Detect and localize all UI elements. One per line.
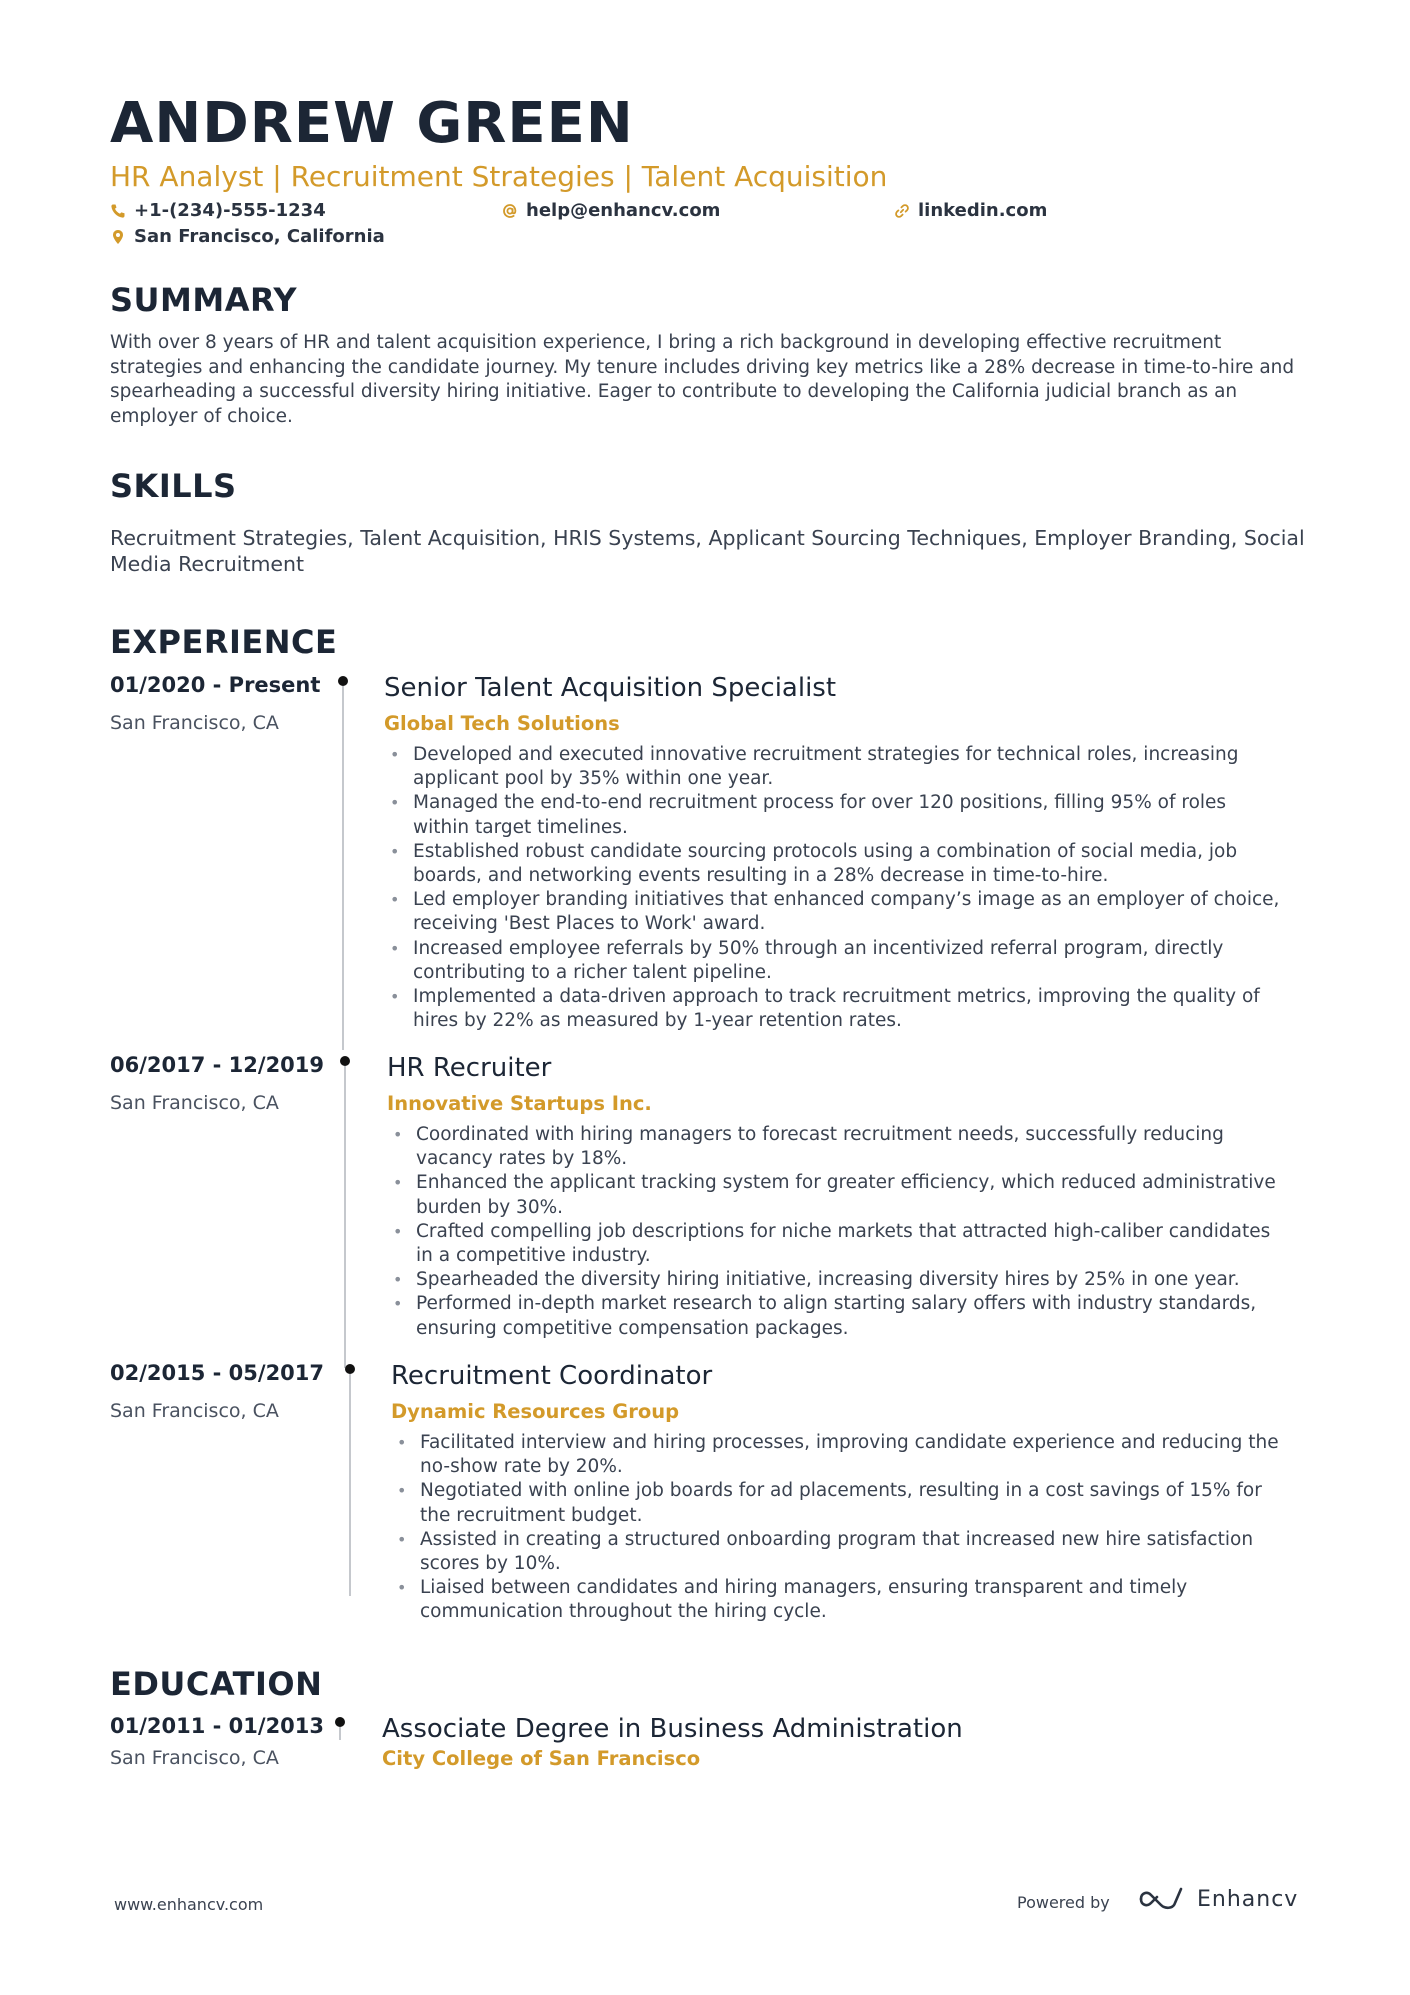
job-company: Dynamic Resources Group — [391, 1400, 680, 1423]
summary-heading: SUMMARY — [110, 281, 298, 319]
footer-brand-name: Enhancv — [1197, 1886, 1299, 1912]
job-bullet: • Coordinated with hiring managers to forecast recruitment needs, successfully reducing vacancy rates by 18%. — [393, 1124, 1224, 1170]
at-sign-icon — [502, 203, 518, 219]
job-date: 06/2017 - 12/2019 — [110, 1053, 325, 1077]
education-date: 01/2011 - 01/2013 — [110, 1714, 325, 1738]
link-icon — [894, 203, 910, 219]
job-location: San Francisco, CA — [110, 712, 279, 734]
job-bullet: • Managed the end-to-end recruitment process for over 120 positions, filling 95% of roles within target timelines. — [390, 792, 1227, 838]
job-date: 01/2020 - Present — [110, 673, 321, 697]
linkedin-text: linkedin.com — [918, 200, 1048, 221]
phone-icon — [110, 203, 126, 219]
job-bullet: • Spearheaded the diversity hiring initiative, increasing diversity hires by 25% in one year. — [393, 1269, 1240, 1291]
location-text: San Francisco, California — [134, 226, 385, 247]
job-bullets — [384, 743, 1284, 1033]
contact-phone[interactable] — [110, 200, 326, 221]
job-bullet: • Assisted in creating a structured onboarding program that increased new hire satisfaction scores by 10%. — [397, 1528, 1254, 1575]
job-location: San Francisco, CA — [110, 1092, 279, 1114]
job-bullet: • Developed and executed innovative recruitment strategies for technical roles, increasing applicant pool by 35% within one year. — [390, 744, 1239, 790]
contact-linkedin[interactable] — [894, 200, 1047, 221]
degree-title: Associate Degree in Business Administration — [382, 1714, 963, 1744]
job-bullet: • Enhanced the applicant tracking system for greater efficiency, which reduced administrative burden by 30%. — [393, 1172, 1276, 1218]
timeline-line — [344, 1066, 346, 1368]
job-bullets — [387, 1123, 1287, 1341]
timeline-line — [342, 686, 344, 1050]
education-location: San Francisco, CA — [110, 1747, 279, 1769]
timeline-dot — [335, 1717, 345, 1727]
timeline-line — [349, 1374, 351, 1596]
timeline-dot — [340, 1056, 350, 1066]
job-bullet: • Established robust candidate sourcing protocols using a combination of social media, job boards, and networking events resulting in a 28% decrease in time-to-hire. — [390, 840, 1238, 887]
school-name: City College of San Francisco — [382, 1747, 701, 1770]
education-heading: EDUCATION — [110, 1665, 323, 1703]
job-title: HR Recruiter — [387, 1053, 552, 1083]
enhancv-logo-icon — [1137, 1885, 1185, 1913]
job-bullet: • Facilitated interview and hiring processes, improving candidate experience and reducing the no-show rate by 20%. — [397, 1432, 1279, 1478]
summary-text: With over 8 years of HR and talent acquisition experience, I bring a rich background in developing effective recruitment strategies and enhancing the candidate journey. My tenure includes driving key metrics like a 28% decrease in time-to-hire and spearheading a successful diversity hiring initiative. Eager to contribute to developing the California judicial branch as an employer of choice. — [110, 332, 1295, 427]
job-company: Innovative Startups Inc. — [387, 1092, 652, 1115]
candidate-headline: HR Analyst | Recruitment Strategies | Talent Acquisition — [110, 160, 888, 193]
job-bullets — [391, 1431, 1291, 1625]
footer-brand-logo[interactable] — [1137, 1885, 1298, 1913]
job-bullet: • Liaised between candidates and hiring managers, ensuring transparent and timely communication throughout the hiring cycle. — [397, 1577, 1188, 1623]
contact-email[interactable] — [502, 200, 720, 221]
timeline-line — [339, 1727, 341, 1740]
job-location: San Francisco, CA — [110, 1400, 279, 1422]
phone-text: +1-(234)-555-1234 — [134, 200, 326, 221]
job-date: 02/2015 - 05/2017 — [110, 1361, 325, 1385]
location-pin-icon — [110, 229, 126, 245]
email-text: help@enhancv.com — [526, 200, 721, 221]
job-bullet: • Negotiated with online job boards for ad placements, resulting in a cost savings of 15% for the recruitment budget. — [397, 1480, 1262, 1526]
candidate-name: ANDREW GREEN — [110, 91, 634, 156]
timeline-dot — [338, 676, 348, 686]
job-bullet: • Crafted compelling job descriptions for niche markets that attracted high-caliber candidates in a competitive industry. — [393, 1220, 1271, 1267]
job-bullet: • Performed in-depth market research to align starting salary offers with industry standards, ensuring competitive compensation packages. — [393, 1293, 1257, 1339]
job-company: Global Tech Solutions — [384, 712, 620, 735]
job-bullet: • Led employer branding initiatives that enhanced company’s image as an employer of choice, receiving 'Best Places to Work' award. — [390, 889, 1280, 935]
job-bullet: • Implemented a data-driven approach to track recruitment metrics, improving the quality of hires by 22% as measured by 1-year retention rates. — [390, 986, 1260, 1032]
job-bullet: • Increased employee referrals by 50% through an incentivized referral program, directly contributing to a richer talent pipeline. — [390, 937, 1224, 983]
footer-powered-by: Powered by — [1017, 1893, 1110, 1912]
skills-text: Recruitment Strategies, Talent Acquisition, HRIS Systems, Applicant Sourcing Techniques, Employer Branding, Social Media Recruitment — [110, 526, 1305, 576]
footer-website[interactable]: www.enhancv.com — [114, 1895, 264, 1914]
job-title: Recruitment Coordinator — [391, 1361, 713, 1391]
skills-heading: SKILLS — [110, 467, 237, 505]
experience-heading: EXPERIENCE — [110, 623, 338, 661]
timeline-dot — [345, 1364, 355, 1374]
job-title: Senior Talent Acquisition Specialist — [384, 673, 837, 703]
contact-location — [110, 226, 385, 247]
